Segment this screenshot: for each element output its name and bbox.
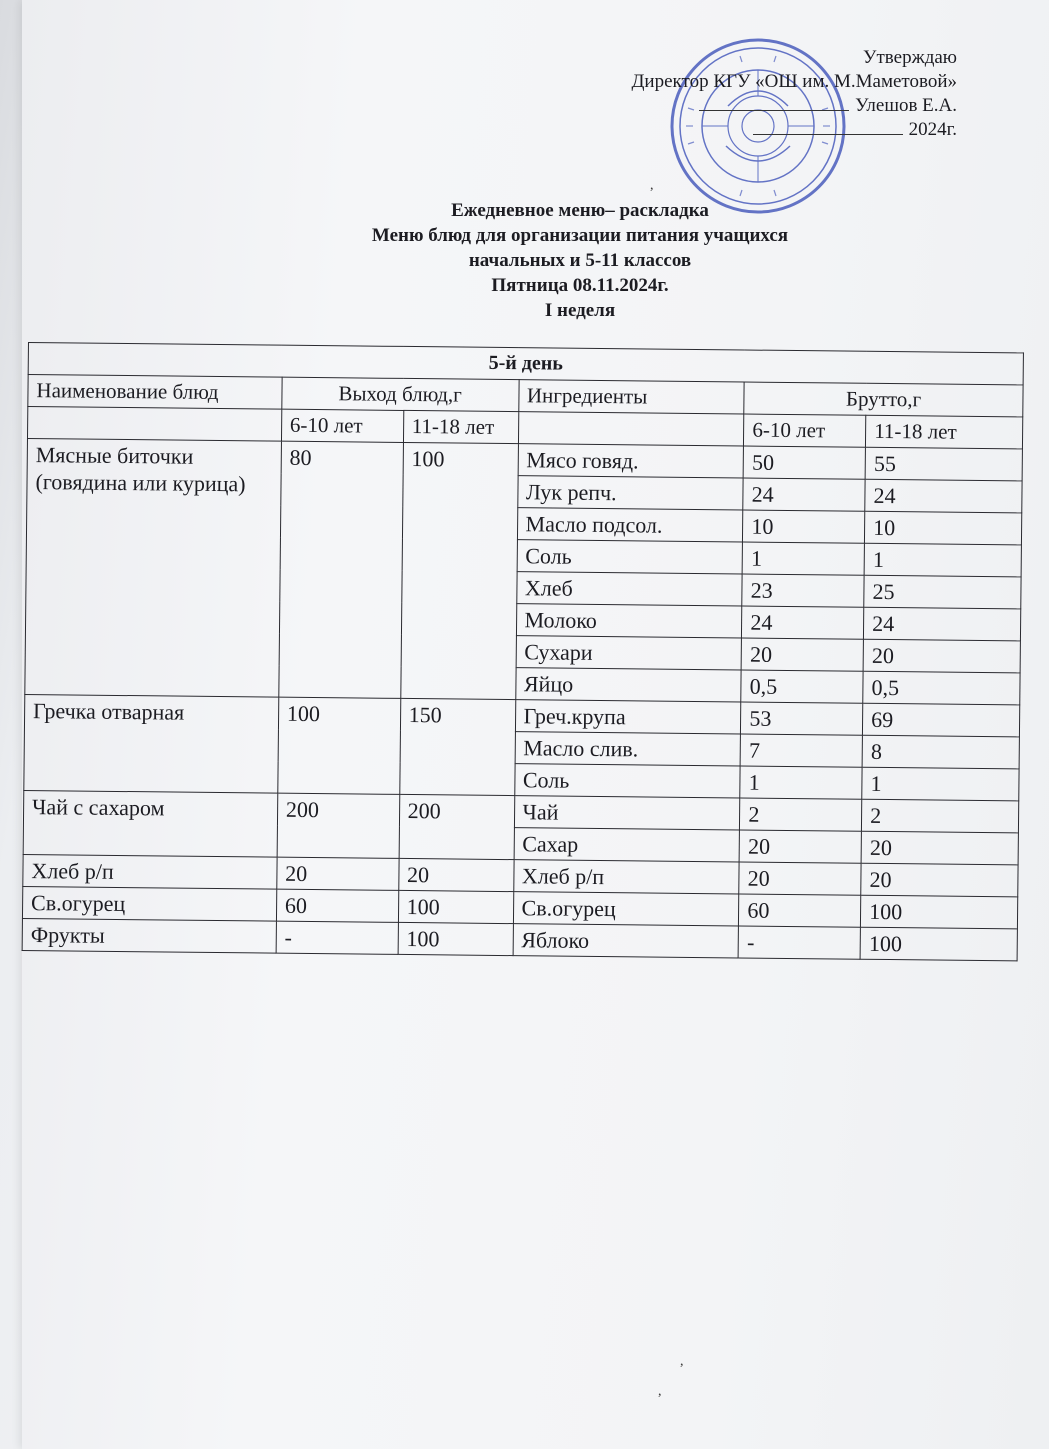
- header-gross-age-6-10: 6-10 лет: [744, 414, 866, 447]
- ingredient-gross-11-18: 0,5: [863, 671, 1020, 705]
- ingredient-name: Яблоко: [513, 924, 739, 958]
- ingredient-name: Сухари: [516, 636, 742, 670]
- ingredient-name: Св.огурец: [513, 892, 739, 926]
- dish-output-6-10: 20: [277, 857, 399, 890]
- title-purpose: Меню блюд для организации питания учащихся: [371, 225, 789, 246]
- document-titles: [210, 198, 950, 323]
- ingredient-gross-6-10: 60: [739, 894, 861, 927]
- ingredient-gross-11-18: 24: [865, 479, 1022, 513]
- dish-output-6-10: -: [276, 921, 398, 954]
- dish-output-6-10: 200: [277, 793, 400, 858]
- dish-name: Хлеб р/п: [23, 854, 277, 889]
- ingredient-gross-6-10: 20: [739, 862, 861, 895]
- header-ingredients: Ингредиенты: [518, 380, 744, 414]
- dish-name: Чай с сахаром: [23, 790, 277, 857]
- approval-year: 2024г.: [908, 119, 957, 140]
- ingredient-name: Лук репч.: [517, 476, 743, 510]
- header-dish-name: Наименование блюд: [28, 375, 282, 410]
- ingredient-gross-11-18: 1: [864, 543, 1021, 577]
- dish-output-11-18: 100: [398, 922, 513, 955]
- approval-name-line: [631, 94, 957, 118]
- ingredient-name: Мясо говяд.: [518, 444, 744, 478]
- ingredient-gross-11-18: 1: [862, 767, 1019, 801]
- approval-word: Утверждаю: [863, 47, 957, 68]
- ingredient-gross-6-10: 1: [740, 766, 862, 799]
- ingredient-gross-11-18: 8: [862, 735, 1019, 769]
- ingredient-gross-11-18: 55: [865, 447, 1022, 481]
- ingredient-gross-11-18: 2: [862, 799, 1019, 833]
- dish-output-11-18: 150: [399, 698, 515, 795]
- ingredient-gross-11-18: 20: [863, 639, 1020, 673]
- dish-output-11-18: 100: [398, 890, 513, 923]
- day-header: 5-й день: [28, 343, 1023, 385]
- header-output-age-11-18: 11-18 лет: [403, 410, 518, 443]
- date-line: [753, 118, 903, 135]
- ingredient-name: Чай: [514, 796, 740, 830]
- approval-block: [631, 46, 957, 142]
- ingredient-gross-6-10: 23: [742, 574, 864, 607]
- dish-output-11-18: 200: [399, 794, 515, 859]
- header-empty: [27, 407, 281, 442]
- ingredient-gross-11-18: 24: [864, 607, 1021, 641]
- title-date: Пятница 08.11.2024г.: [491, 275, 669, 296]
- ingredient-gross-6-10: 20: [739, 830, 861, 863]
- stray-mark: ,: [658, 1384, 662, 1399]
- ingredient-gross-11-18: 100: [861, 895, 1018, 929]
- title-menu: Ежедневное меню– раскладка: [451, 200, 709, 221]
- header-output: Выход блюд,г: [282, 377, 519, 411]
- ingredient-name: Яйцо: [515, 668, 741, 702]
- dish-output-6-10: 60: [276, 889, 398, 922]
- ingredient-gross-11-18: 10: [865, 511, 1022, 545]
- ingredient-name: Молоко: [516, 604, 742, 638]
- ingredient-gross-6-10: 50: [743, 446, 865, 479]
- ingredient-name: Соль: [514, 764, 740, 798]
- dish-name: Гречка отварная: [24, 694, 279, 793]
- ingredient-name: Хлеб р/п: [513, 860, 739, 894]
- ingredient-name: Сахар: [514, 828, 740, 862]
- header-empty: [518, 412, 744, 446]
- title-classes: начальных и 5-11 классов: [468, 250, 692, 271]
- header-output-age-6-10: 6-10 лет: [281, 409, 403, 442]
- header-gross: Брутто,г: [744, 382, 1023, 417]
- dish-output-6-10: 100: [278, 697, 401, 794]
- dish-output-11-18: 100: [400, 442, 518, 699]
- ingredient-name: Греч.крупа: [515, 700, 741, 734]
- ingredient-gross-6-10: 24: [743, 478, 865, 511]
- ingredient-gross-6-10: 10: [743, 510, 865, 543]
- dish-output-6-10: 80: [279, 441, 404, 698]
- ingredient-gross-6-10: 20: [741, 638, 863, 671]
- dish-name: Фрукты: [22, 918, 276, 953]
- ingredient-gross-11-18: 20: [861, 863, 1018, 897]
- approval-date-line: [631, 118, 957, 142]
- ingredient-name: Масло подсол.: [517, 508, 743, 542]
- ingredient-gross-6-10: 53: [741, 702, 863, 735]
- ingredient-gross-6-10: 1: [742, 542, 864, 575]
- ingredient-gross-6-10: 24: [742, 606, 864, 639]
- ingredient-name: Масло слив.: [515, 732, 741, 766]
- ingredient-name: Соль: [517, 540, 743, 574]
- ingredient-gross-11-18: 100: [860, 927, 1017, 961]
- ingredient-gross-11-18: 69: [863, 703, 1020, 737]
- approval-director-name: Улешов Е.А.: [855, 95, 957, 116]
- title-week: I неделя: [544, 300, 616, 321]
- stray-mark: ,: [650, 178, 654, 193]
- dish-name: Св.огурец: [22, 886, 276, 921]
- ingredient-gross-6-10: 7: [740, 734, 862, 767]
- menu-table: [22, 342, 1024, 961]
- approval-director: Директор КГУ «ОШ им. М.Маметовой»: [631, 71, 957, 92]
- ingredient-gross-11-18: 25: [864, 575, 1021, 609]
- dish-output-11-18: 20: [398, 858, 513, 891]
- ingredient-gross-6-10: -: [738, 926, 860, 959]
- ingredient-gross-6-10: 0,5: [741, 670, 863, 703]
- ingredient-name: Хлеб: [516, 572, 742, 606]
- dish-name: Мясные биточки (говядина или курица): [25, 438, 281, 697]
- ingredient-gross-6-10: 2: [740, 798, 862, 831]
- ingredient-gross-11-18: 20: [861, 831, 1018, 865]
- signature-line: [699, 94, 849, 111]
- header-gross-age-11-18: 11-18 лет: [866, 415, 1023, 449]
- stray-mark: ,: [680, 1354, 684, 1369]
